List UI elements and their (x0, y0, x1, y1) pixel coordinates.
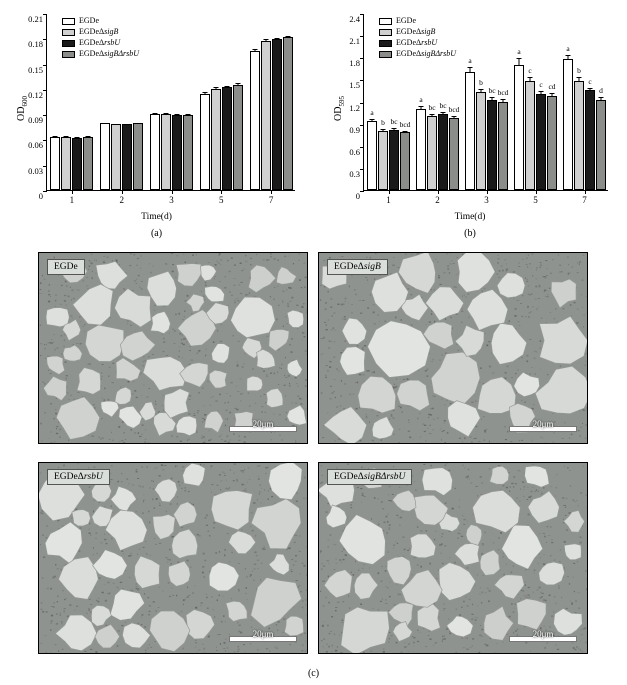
error-bar-cap (136, 123, 141, 124)
bar (448, 104, 460, 190)
y-tick-mark (360, 147, 364, 148)
significance-label: bc (488, 86, 496, 96)
y-tick-label: 1.8 (349, 58, 360, 69)
bar (111, 124, 121, 190)
y-tick-mark (360, 103, 364, 104)
error-bar-cap (213, 87, 218, 88)
bar (525, 66, 535, 190)
y-tick-label: 0.21 (28, 14, 43, 24)
x-tick-label: 2 (435, 195, 440, 205)
legend-swatch-icon (379, 29, 392, 36)
bar (83, 137, 93, 190)
legend-b (379, 16, 456, 60)
bar (416, 95, 426, 190)
scale-bar-0: 20μm (229, 426, 297, 429)
y-tick-label: 1.2 (349, 102, 360, 113)
error-bar-cap (599, 97, 604, 98)
caption-b: (b) (464, 228, 476, 239)
error-bar-cap (588, 88, 593, 89)
bar (261, 41, 271, 190)
y-tick-mark (43, 14, 47, 15)
x-tick-label: 1 (69, 195, 75, 205)
micrograph-label-2: EGDeΔrsbU (47, 469, 110, 485)
legend-item (62, 27, 139, 37)
error-bar-cap (452, 116, 457, 117)
bar (487, 86, 497, 190)
x-tick-label: 3 (484, 195, 489, 205)
significance-label: bcd (497, 87, 509, 97)
bar (536, 80, 546, 190)
legend-label: EGDeΔrsbU (396, 38, 438, 47)
significance-label: bc (428, 103, 436, 113)
legend-item (62, 16, 139, 26)
bar-group (150, 13, 194, 190)
error-bar-cap (75, 137, 80, 138)
y-tick-mark (43, 65, 47, 66)
bar (183, 115, 193, 190)
significance-label: b (577, 66, 581, 76)
y-tick-mark (43, 191, 47, 192)
bar (100, 123, 110, 190)
significance-label: bcd (399, 119, 411, 129)
legend-item (379, 49, 456, 59)
y-tick-mark (43, 166, 47, 167)
error-bar-cap (550, 93, 555, 94)
error-bar-cap (53, 136, 58, 137)
error-bar-cap (479, 89, 484, 90)
bar (211, 89, 221, 190)
legend-swatch-icon (62, 51, 75, 58)
bar (547, 81, 557, 190)
legend-swatch-icon (379, 51, 392, 58)
x-tick-label: 5 (219, 195, 224, 205)
error-bar-cap (441, 112, 446, 113)
x-tick-label: 3 (169, 195, 174, 205)
error-bar-cap (153, 113, 158, 114)
error-bar-cap (490, 97, 495, 98)
x-axis-label-a: Time(d) (141, 212, 172, 222)
y-tick-mark (360, 14, 364, 15)
scale-bar-1: 20μm (509, 426, 577, 429)
caption-a: (a) (150, 228, 163, 239)
x-tick-mark (72, 190, 73, 194)
legend-item (379, 38, 456, 48)
bar (514, 47, 524, 190)
error-bar-cap (235, 83, 240, 84)
micrograph-label-1: EGDeΔsigB (327, 259, 388, 275)
bar (150, 114, 160, 190)
y-tick-label: 0.09 (28, 115, 43, 126)
x-tick-mark (389, 190, 390, 194)
error-bar-cap (577, 77, 582, 78)
significance-label: b (381, 118, 385, 128)
significance-label: b (479, 78, 483, 88)
y-tick-label: 0 (38, 191, 43, 201)
x-tick-mark (487, 190, 488, 194)
micrograph-label-3: EGDeΔsigBΔrsbU (327, 469, 412, 485)
legend-swatch-icon (379, 40, 392, 47)
error-bar-cap (285, 36, 290, 37)
legend-label: EGDeΔsigB (396, 27, 436, 36)
y-tick-mark (43, 90, 47, 91)
bar (122, 124, 132, 190)
significance-label: a (468, 56, 472, 66)
error-bar-cap (103, 123, 108, 124)
error-bar-cap (274, 38, 279, 39)
legend-item (379, 27, 456, 37)
error-bar-cap (202, 92, 207, 93)
bar (367, 107, 377, 190)
bar-group (199, 13, 243, 190)
significance-label: d (599, 86, 603, 96)
error-bar-cap (430, 114, 435, 115)
significance-label: a (517, 47, 521, 57)
y-tick-label: 0.18 (28, 39, 43, 50)
y-tick-label: 0 (355, 191, 360, 201)
y-tick-label: 0.06 (28, 140, 43, 151)
error-bar-cap (566, 55, 571, 56)
x-tick-label: 1 (386, 195, 391, 205)
y-axis-label-b: $OD_{595}$ (333, 95, 346, 121)
error-bar-cap (517, 58, 522, 59)
bar (399, 119, 411, 190)
error-bar-cap (64, 136, 69, 137)
legend-item (379, 16, 456, 26)
bar (50, 137, 60, 190)
y-tick-mark (360, 36, 364, 37)
y-tick-mark (43, 115, 47, 116)
significance-label: bc (390, 116, 398, 126)
significance-label: bcd (448, 104, 460, 114)
error-bar-cap (175, 114, 180, 115)
error-bar-cap (252, 49, 257, 50)
y-tick-mark (360, 58, 364, 59)
x-tick-mark (271, 190, 272, 194)
scale-bar-3: 20μm (509, 636, 577, 639)
x-tick-mark (585, 190, 586, 194)
bar (250, 51, 260, 190)
bar (563, 43, 573, 190)
significance-label: cd (548, 81, 556, 91)
significance-label: c (539, 80, 543, 90)
legend-swatch-icon (62, 18, 75, 25)
y-tick-label: 0.12 (28, 89, 43, 100)
error-bar-cap (501, 99, 506, 100)
bar (389, 116, 399, 190)
y-tick-label: 0.9 (349, 124, 360, 135)
legend-label: EGDeΔsigBΔrsbU (396, 49, 457, 58)
y-tick-mark (360, 191, 364, 192)
micrograph-panel (38, 252, 586, 667)
legend-label: EGDeΔsigB (79, 27, 119, 36)
significance-label: c (528, 66, 532, 76)
error-bar-cap (528, 77, 533, 78)
y-tick-mark (43, 140, 47, 141)
significance-label: c (588, 76, 592, 86)
bar-group (514, 13, 558, 190)
x-tick-mark (172, 190, 173, 194)
bar (596, 86, 606, 190)
y-tick-label: 0.03 (28, 165, 43, 176)
error-bar-cap (419, 106, 424, 107)
y-tick-label: 2.1 (349, 36, 360, 47)
bar (233, 85, 243, 190)
legend-swatch-icon (62, 40, 75, 47)
error-bar-cap (186, 114, 191, 115)
y-tick-mark (43, 39, 47, 40)
error-bar-cap (224, 86, 229, 87)
bar-group (249, 13, 293, 190)
bar (222, 87, 232, 190)
error-bar-cap (381, 129, 386, 130)
x-tick-label: 2 (119, 195, 124, 205)
bar (574, 66, 584, 190)
legend-item (62, 38, 139, 48)
error-bar-cap (114, 124, 119, 125)
micrograph-label-0: EGDe (47, 259, 85, 275)
bar (476, 78, 486, 190)
error-bar-cap (468, 67, 473, 68)
error-bar (519, 58, 520, 65)
legend-label: EGDe (79, 16, 99, 25)
error-bar-cap (392, 128, 397, 129)
micrograph-egde (38, 252, 308, 444)
scale-bar-2: 20μm (229, 636, 297, 639)
error-bar-cap (403, 131, 408, 132)
x-axis-label-b: Time(d) (454, 212, 486, 222)
significance-label: a (566, 43, 570, 53)
bar (172, 115, 182, 190)
legend-a (62, 16, 139, 60)
x-tick-label: 7 (582, 195, 587, 205)
legend-item (62, 49, 139, 59)
significance-label: a (370, 107, 374, 117)
x-tick-mark (536, 190, 537, 194)
x-tick-label: 7 (268, 195, 274, 205)
error-bar-cap (370, 119, 375, 120)
legend-swatch-icon (379, 18, 392, 25)
chart-a (0, 0, 313, 245)
bar (200, 94, 210, 190)
bar (72, 138, 82, 190)
legend-label: EGDe (396, 16, 416, 25)
micrograph-sigb (318, 252, 588, 444)
bar (161, 114, 171, 190)
bar (438, 101, 448, 190)
chart-b (313, 0, 627, 245)
x-tick-mark (122, 190, 123, 194)
bar (427, 103, 437, 190)
x-tick-mark (221, 190, 222, 194)
bar (61, 137, 71, 190)
error-bar-cap (125, 124, 130, 125)
bar (272, 39, 282, 190)
x-tick-label: 5 (533, 195, 538, 205)
y-tick-mark (360, 80, 364, 81)
y-tick-label: 0.15 (28, 64, 43, 75)
micrograph-rsbu (38, 462, 308, 654)
y-axis-label-a: $OD_{600}$ (16, 95, 29, 121)
significance-label: a (419, 95, 423, 105)
bar (378, 118, 388, 190)
x-tick-mark (438, 190, 439, 194)
bar (283, 37, 293, 190)
error-bar-cap (164, 113, 169, 114)
bar (465, 56, 475, 190)
error-bar-cap (539, 91, 544, 92)
bar (585, 76, 595, 190)
error-bar-cap (263, 39, 268, 40)
y-tick-label: 1.5 (349, 80, 360, 91)
y-tick-label: 0.3 (349, 168, 360, 179)
y-tick-mark (360, 125, 364, 126)
bar-group (465, 13, 509, 190)
significance-label: bc (439, 101, 447, 111)
bar-group (563, 13, 607, 190)
y-tick-mark (360, 169, 364, 170)
bar (497, 87, 509, 191)
legend-label: EGDeΔsigBΔrsbU (79, 49, 140, 58)
caption-c: (c) (307, 668, 320, 679)
error-bar-cap (86, 136, 91, 137)
micrograph-sigb-rsbu (318, 462, 588, 654)
y-tick-label: 2.4 (349, 14, 360, 24)
legend-swatch-icon (62, 29, 75, 36)
y-tick-label: 0.6 (349, 146, 360, 157)
legend-label: EGDeΔrsbU (79, 38, 121, 47)
bar (133, 123, 143, 190)
